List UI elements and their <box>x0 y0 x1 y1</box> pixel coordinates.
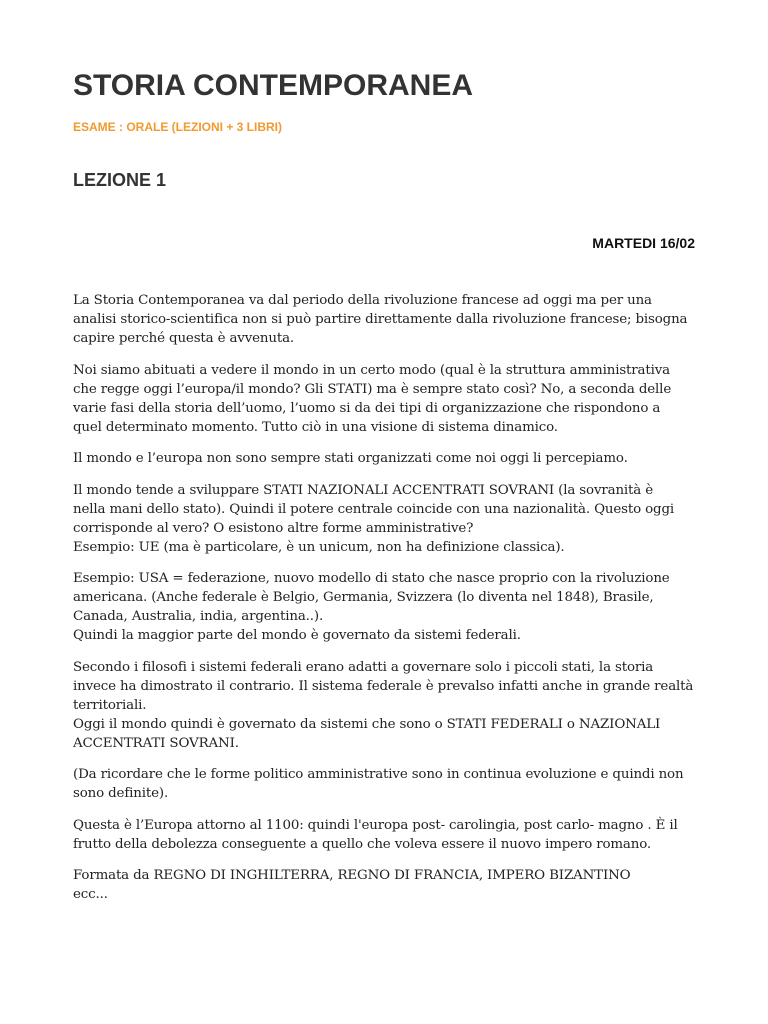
lesson-date: MARTEDI 16/02 <box>592 235 695 251</box>
text-line: Quindi la maggior parte del mondo è governato da sistemi federali. <box>73 628 521 643</box>
text-line: Secondo i filosofi i sistemi federali erano adatti a governare solo i piccoli stati, la storia <box>73 659 654 675</box>
text-line: Canada, Australia, india, argentina..). <box>73 609 324 624</box>
body-text <box>73 291 695 917</box>
text-line: Il mondo tende a sviluppare STATI NAZIONALI ACCENTRATI SOVRANI (la sovranità è <box>73 482 653 498</box>
paragraph <box>73 449 695 468</box>
text-line: La Storia Contemporanea va dal periodo della rivoluzione francese ad oggi ma per una <box>73 293 652 308</box>
paragraph <box>73 481 695 557</box>
text-line: ACCENTRATI SOVRANI. <box>73 735 239 751</box>
paragraph <box>73 765 695 803</box>
document-title: STORIA CONTEMPORANEA <box>73 69 474 102</box>
text-line: capire perché questa è avvenuta. <box>73 331 295 346</box>
exam-subtitle: ESAME : ORALE (LEZIONI + 3 LIBRI) <box>73 120 283 134</box>
paragraph <box>73 569 695 645</box>
text-line: invece ha dimostrato il contrario. Il sistema federale è prevalso infatti anche in grande realtà <box>73 678 694 694</box>
text-line: Formata da REGNO DI INGHILTERRA, REGNO DI FRANCIA, IMPERO BIZANTINO <box>73 868 631 883</box>
text-line: sono definite). <box>73 786 169 801</box>
text-line: nella mani dello stato). Quindi il potere centrale coincide con una nazionalità. Questo oggi <box>73 501 675 517</box>
text-line: frutto della debolezza conseguente a quello che voleva essere il nuovo impero romano. <box>73 836 652 852</box>
paragraph <box>73 658 695 753</box>
paragraph <box>73 866 695 904</box>
paragraph <box>73 291 695 348</box>
text-line: Questa è l’Europa attorno al 1100: quindi l'europa post- carolingia, post carlo- magno . È il <box>73 817 678 833</box>
text-line: americana. (Anche federale è Belgio, Germania, Svizzera (lo diventa nel 1848), Brasile, <box>73 590 654 605</box>
text-line: territoriali. <box>73 697 147 713</box>
lesson-heading: LEZIONE 1 <box>73 170 167 190</box>
text-line: Esempio: UE (ma è particolare, è un unicum, non ha definizione classica). <box>73 539 565 555</box>
text-line: Noi siamo abituati a vedere il mondo in un certo modo (qual è la struttura amministrativa <box>73 362 670 378</box>
text-line: Esempio: USA = federazione, nuovo modello di stato che nasce proprio con la rivoluzione <box>73 571 670 586</box>
paragraph <box>73 816 695 854</box>
text-line: che regge oggi l’europa/il mondo? Gli STATI) ma è sempre stato così? No, a seconda delle <box>73 381 672 397</box>
paragraph <box>73 361 695 437</box>
text-line: varie fasi della storia dell’uomo, l’uomo si da dei tipi di organizzazione che rispondono a <box>73 400 661 416</box>
text-line: Il mondo e l’europa non sono sempre stati organizzati come noi oggi li percepiamo. <box>73 451 628 466</box>
text-line: ecc... <box>73 887 108 902</box>
text-line: quel determinato momento. Tutto ciò in una visione di sistema dinamico. <box>73 419 558 435</box>
text-line: corrisponde al vero? O esistono altre forme amministrative? <box>73 520 474 536</box>
text-line: analisi storico-scientifica non si può partire direttamente dalla rivoluzione francese; bisogna <box>73 312 688 327</box>
text-line: (Da ricordare che le forme politico amministrative sono in continua evoluzione e quindi non <box>73 767 684 782</box>
text-line: Oggi il mondo quindi è governato da sistemi che sono o STATI FEDERALI o NAZIONALI <box>73 716 661 732</box>
